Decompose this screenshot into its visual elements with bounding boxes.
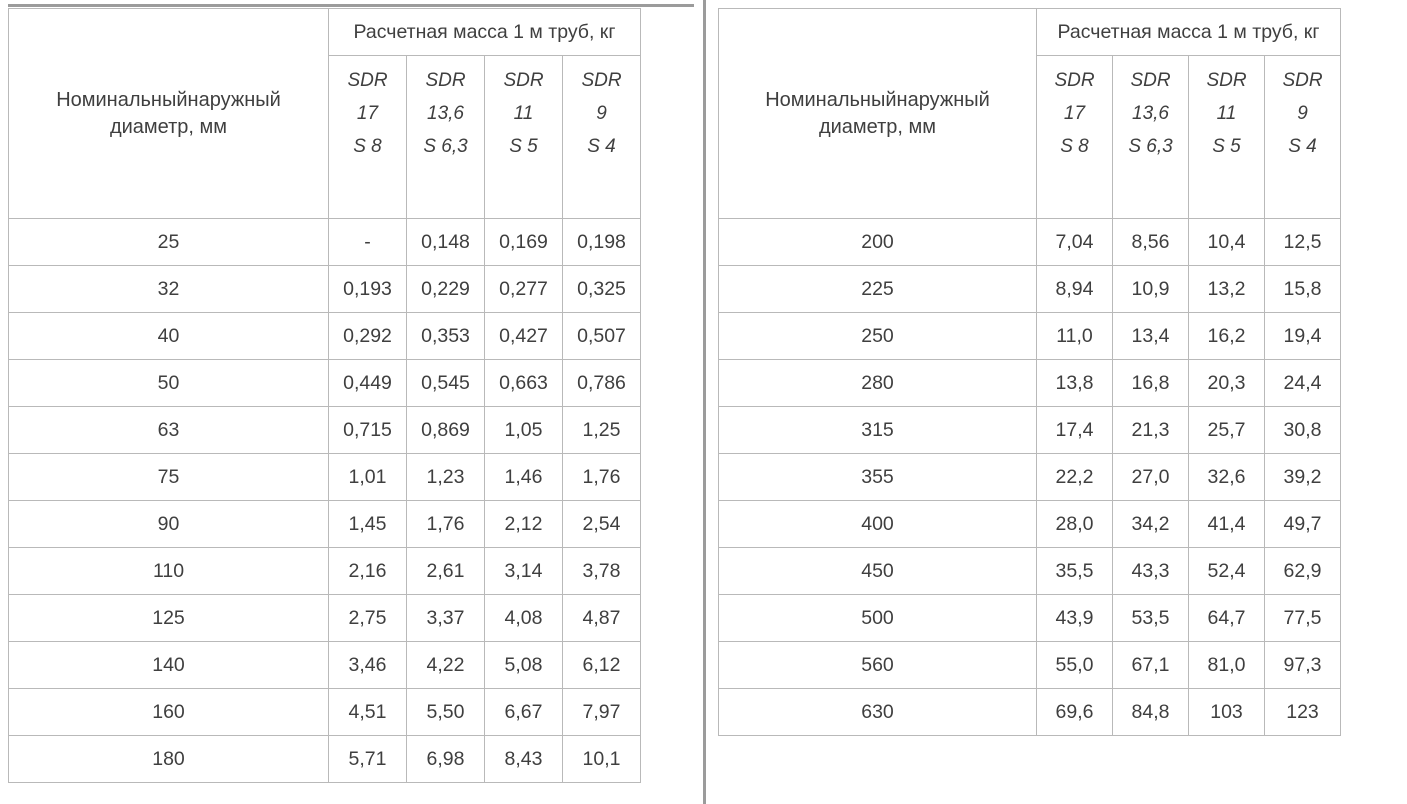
table-row [719,595,1341,642]
table-row [9,313,641,360]
sdr-value: 11 [1216,103,1237,124]
cell-diameter: 500 [719,595,1037,642]
cell-diameter: 180 [9,736,329,783]
cell-mass-sdr9: 0,325 [563,266,641,313]
cell-mass-sdr11: 1,46 [485,454,563,501]
cell-mass-sdr17: 7,04 [1037,219,1113,266]
cell-mass-sdr136: 84,8 [1113,689,1189,736]
cell-mass-sdr11: 5,08 [485,642,563,689]
cell-mass-sdr9: 0,786 [563,360,641,407]
cell-mass-sdr17: 17,4 [1037,407,1113,454]
cell-diameter: 140 [9,642,329,689]
cell-mass-sdr11: 32,6 [1189,454,1265,501]
sdr-label: SDR [347,70,388,91]
cell-diameter: 200 [719,219,1037,266]
table-row [719,689,1341,736]
cell-mass-sdr9: 123 [1265,689,1341,736]
header-sdr-17-left [329,56,407,219]
cell-mass-sdr136: 67,1 [1113,642,1189,689]
cell-mass-sdr11: 81,0 [1189,642,1265,689]
cell-diameter: 630 [719,689,1037,736]
cell-mass-sdr11: 1,05 [485,407,563,454]
cell-mass-sdr17: - [329,219,407,266]
cell-diameter: 32 [9,266,329,313]
header-sdr-17-right [1037,56,1113,219]
cell-mass-sdr136: 8,56 [1113,219,1189,266]
cell-mass-sdr136: 53,5 [1113,595,1189,642]
cell-diameter: 110 [9,548,329,595]
sdr-label: SDR [425,70,466,91]
cell-mass-sdr11: 0,427 [485,313,563,360]
cell-mass-sdr11: 3,14 [485,548,563,595]
cell-mass-sdr17: 2,16 [329,548,407,595]
cell-mass-sdr11: 2,12 [485,501,563,548]
header-row-main [9,9,641,56]
table-row [719,266,1341,313]
cell-mass-sdr9: 12,5 [1265,219,1341,266]
sdr-value: 13,6 [1132,103,1169,124]
cell-mass-sdr11: 10,4 [1189,219,1265,266]
table-row [9,454,641,501]
table-row [719,501,1341,548]
cell-mass-sdr11: 20,3 [1189,360,1265,407]
cell-mass-sdr17: 55,0 [1037,642,1113,689]
cell-mass-sdr9: 4,87 [563,595,641,642]
header-mass-left: Расчетная масса 1 м труб, кг [329,9,641,56]
header-row-main [719,9,1341,56]
cell-mass-sdr9: 97,3 [1265,642,1341,689]
table-row [9,266,641,313]
cell-diameter: 225 [719,266,1037,313]
cell-mass-sdr136: 0,229 [407,266,485,313]
cell-mass-sdr17: 0,292 [329,313,407,360]
s-value: S 4 [1288,136,1317,157]
cell-mass-sdr17: 28,0 [1037,501,1113,548]
cell-mass-sdr136: 1,23 [407,454,485,501]
cell-mass-sdr136: 43,3 [1113,548,1189,595]
cell-mass-sdr9: 1,25 [563,407,641,454]
sdr-value: 13,6 [427,103,464,124]
cell-mass-sdr9: 6,12 [563,642,641,689]
header-sdr-9-left [563,56,641,219]
cell-mass-sdr136: 0,545 [407,360,485,407]
s-value: S 8 [353,136,382,157]
cell-mass-sdr136: 1,76 [407,501,485,548]
cell-mass-sdr11: 16,2 [1189,313,1265,360]
s-value: S 5 [509,136,538,157]
cell-mass-sdr17: 11,0 [1037,313,1113,360]
cell-diameter: 90 [9,501,329,548]
s-value: S 4 [587,136,616,157]
table-row [9,736,641,783]
cell-mass-sdr9: 2,54 [563,501,641,548]
cell-mass-sdr11: 64,7 [1189,595,1265,642]
cell-mass-sdr11: 6,67 [485,689,563,736]
cell-mass-sdr17: 0,715 [329,407,407,454]
cell-diameter: 280 [719,360,1037,407]
table-row [9,548,641,595]
cell-diameter: 560 [719,642,1037,689]
sdr-label: SDR [503,70,544,91]
cell-mass-sdr9: 1,76 [563,454,641,501]
header-diameter-right: Номинальныйнаружный диаметр, мм [719,9,1037,219]
cell-mass-sdr136: 0,869 [407,407,485,454]
cell-mass-sdr17: 8,94 [1037,266,1113,313]
cell-mass-sdr9: 62,9 [1265,548,1341,595]
cell-mass-sdr17: 1,01 [329,454,407,501]
cell-mass-sdr136: 5,50 [407,689,485,736]
cell-mass-sdr136: 4,22 [407,642,485,689]
table-row [9,642,641,689]
cell-mass-sdr9: 7,97 [563,689,641,736]
cell-diameter: 315 [719,407,1037,454]
cell-mass-sdr11: 4,08 [485,595,563,642]
cell-mass-sdr17: 0,193 [329,266,407,313]
cell-mass-sdr17: 0,449 [329,360,407,407]
cell-mass-sdr136: 21,3 [1113,407,1189,454]
s-value: S 6,3 [1128,136,1173,157]
sdr-value: 9 [1297,103,1308,124]
table-row [9,219,641,266]
table-row [9,501,641,548]
cell-mass-sdr9: 15,8 [1265,266,1341,313]
cell-diameter: 450 [719,548,1037,595]
table-row [9,360,641,407]
cell-mass-sdr9: 10,1 [563,736,641,783]
cell-diameter: 63 [9,407,329,454]
cell-mass-sdr17: 13,8 [1037,360,1113,407]
sdr-label: SDR [1054,70,1095,91]
header-sdr-136-left [407,56,485,219]
sdr-value: 11 [513,103,534,124]
s-value: S 5 [1212,136,1241,157]
header-sdr-9-right [1265,56,1341,219]
table-row [9,595,641,642]
cell-mass-sdr11: 0,277 [485,266,563,313]
cell-mass-sdr17: 22,2 [1037,454,1113,501]
cell-mass-sdr9: 77,5 [1265,595,1341,642]
sdr-value: 17 [1063,103,1086,124]
cell-diameter: 250 [719,313,1037,360]
table-row [719,360,1341,407]
cell-mass-sdr11: 41,4 [1189,501,1265,548]
cell-mass-sdr17: 69,6 [1037,689,1113,736]
cell-mass-sdr136: 27,0 [1113,454,1189,501]
cell-diameter: 160 [9,689,329,736]
header-diameter-left: Номинальныйнаружный диаметр, мм [9,9,329,219]
right-column [700,0,1407,804]
header-sdr-11-right [1189,56,1265,219]
table-row [719,642,1341,689]
cell-mass-sdr136: 0,148 [407,219,485,266]
cell-mass-sdr17: 3,46 [329,642,407,689]
cell-mass-sdr11: 25,7 [1189,407,1265,454]
cell-mass-sdr17: 35,5 [1037,548,1113,595]
table-row [9,407,641,454]
cell-diameter: 40 [9,313,329,360]
sdr-label: SDR [1282,70,1323,91]
cell-mass-sdr9: 30,8 [1265,407,1341,454]
table-row [719,313,1341,360]
sdr-label: SDR [581,70,622,91]
table-row [9,689,641,736]
table-row [719,548,1341,595]
cell-mass-sdr9: 19,4 [1265,313,1341,360]
cell-mass-sdr9: 0,507 [563,313,641,360]
left-column [0,0,700,804]
cell-mass-sdr9: 49,7 [1265,501,1341,548]
table-row [719,454,1341,501]
cell-mass-sdr136: 34,2 [1113,501,1189,548]
cell-mass-sdr9: 0,198 [563,219,641,266]
cell-mass-sdr136: 2,61 [407,548,485,595]
cell-diameter: 125 [9,595,329,642]
sdr-label: SDR [1206,70,1247,91]
cell-mass-sdr136: 0,353 [407,313,485,360]
sdr-value: 17 [356,103,379,124]
sdr-value: 9 [596,103,607,124]
cell-mass-sdr136: 10,9 [1113,266,1189,313]
cell-mass-sdr11: 0,169 [485,219,563,266]
cell-diameter: 400 [719,501,1037,548]
cell-mass-sdr17: 2,75 [329,595,407,642]
table-row [719,407,1341,454]
header-sdr-136-right [1113,56,1189,219]
cell-mass-sdr9: 24,4 [1265,360,1341,407]
pipe-mass-table-right [718,8,1341,736]
cell-mass-sdr17: 4,51 [329,689,407,736]
cell-mass-sdr136: 6,98 [407,736,485,783]
cell-mass-sdr11: 13,2 [1189,266,1265,313]
cell-mass-sdr136: 16,8 [1113,360,1189,407]
cell-mass-sdr136: 13,4 [1113,313,1189,360]
pipe-mass-table-left [8,8,641,783]
s-value: S 6,3 [423,136,468,157]
cell-mass-sdr11: 103 [1189,689,1265,736]
cell-mass-sdr11: 0,663 [485,360,563,407]
sdr-label: SDR [1130,70,1171,91]
cell-mass-sdr11: 52,4 [1189,548,1265,595]
cell-diameter: 355 [719,454,1037,501]
header-mass-right: Расчетная масса 1 м труб, кг [1037,9,1341,56]
cell-mass-sdr11: 8,43 [485,736,563,783]
cell-diameter: 75 [9,454,329,501]
cell-mass-sdr17: 43,9 [1037,595,1113,642]
cell-mass-sdr136: 3,37 [407,595,485,642]
cell-mass-sdr9: 3,78 [563,548,641,595]
cell-diameter: 50 [9,360,329,407]
header-sdr-11-left [485,56,563,219]
table-row [719,219,1341,266]
cell-mass-sdr9: 39,2 [1265,454,1341,501]
cell-diameter: 25 [9,219,329,266]
cell-mass-sdr17: 1,45 [329,501,407,548]
s-value: S 8 [1060,136,1089,157]
cell-mass-sdr17: 5,71 [329,736,407,783]
